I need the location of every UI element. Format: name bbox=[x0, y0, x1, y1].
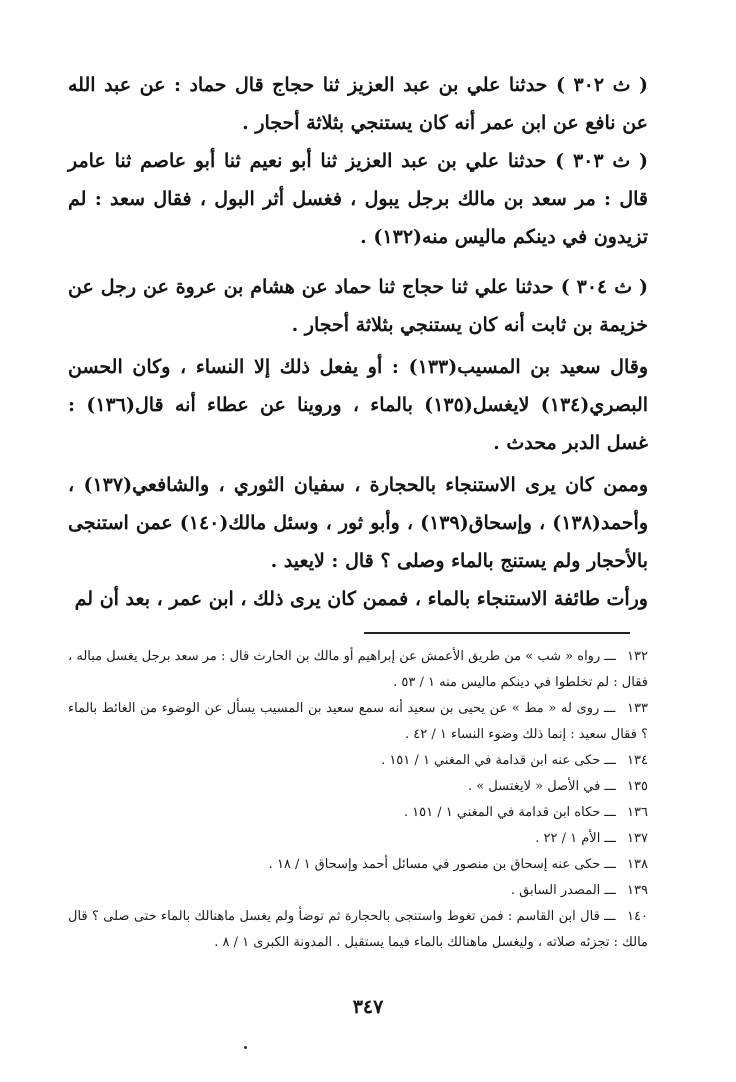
footnote-number: ١٣٨ bbox=[627, 857, 648, 872]
footnote-text: ـــ رواه « شب » من طريق الأعمش عن إبراهيم أو مالك بن الحارث قال : مر سعد برجل يغسل مباله ، فقال : لم تخلطوا في دينكم ماليس منه ١ / ٥٣ . bbox=[68, 649, 648, 690]
paragraph-athar-303: ( ث ٣٠٣ ) حدثنا علي بن عبد العزيز ثنا أبو نعيم ثنا أبو عاصم ثنا عامر قال : مر سعد بن مالك برجل يبول ، فغسل أثر البول ، فقال سعد : لم تزيدون في دينكم ماليس منه(١٣٢) . bbox=[68, 150, 649, 248]
footnote-number: ١٣٢ bbox=[627, 649, 648, 664]
paragraph-athar-304: ( ث ٣٠٤ ) حدثنا علي ثنا حجاج ثنا حماد عن هشام بن عروة عن رجل عن خزيمة بن ثابت أنه كان يستنجي بثلاثة أحجار . bbox=[68, 276, 649, 336]
footnote-divider bbox=[364, 632, 630, 634]
paragraph-water-istinja: ورأت طائفة الاستنجاء بالماء ، فممن كان يرى ذلك ، ابن عمر ، بعد أن لم bbox=[74, 588, 648, 610]
footnote-text: ـــ قال ابن القاسم : فمن تغوط واستنجى بالحجارة ثم توضأ ولم يغسل ماهنالك بالماء حتى صلى ؟ قال مالك : تجزئه صلاته ، وليغسل ماهنالك بالماء فيما يستقبل . المدونة الكبرى ١ / ٨ . bbox=[68, 909, 648, 950]
main-text bbox=[68, 66, 648, 618]
footnote-text: ـــ حكى عنه إسحاق بن منصور في مسائل أحمد وإسحاق ١ / ١٨ . bbox=[268, 857, 616, 872]
paragraph-athar-302: ( ث ٣٠٢ ) حدثنا علي بن عبد العزيز ثنا حجاج قال حماد : عن عبد الله عن نافع عن ابن عمر أنه كان يستنجي بثلاثة أحجار . bbox=[68, 74, 648, 134]
footnote-text: ـــ في الأصل « لايغتسل » . bbox=[467, 779, 616, 794]
footnote-item bbox=[68, 800, 648, 826]
footnote-number: ١٣٩ bbox=[627, 883, 648, 898]
footnote-number: ١٤٠ bbox=[627, 909, 648, 924]
footnote-number: ١٣٣ bbox=[627, 701, 648, 716]
footnote-item bbox=[68, 644, 648, 696]
footnote-item bbox=[68, 748, 648, 774]
footnote-item bbox=[68, 826, 648, 852]
footnote-text: ـــ الأم ١ / ٢٢ . bbox=[535, 831, 616, 846]
footnote-text: ـــ المصدر السابق . bbox=[510, 883, 616, 898]
footnotes bbox=[68, 644, 648, 956]
paragraph-stone-istinja: وممن كان يرى الاستنجاء بالحجارة ، سفيان الثوري ، والشافعي(١٣٧) ، وأحمد(١٣٨) ، وإسحاق(١٣٩) ، وأبو ثور ، وسئل مالك(١٤٠) عمن استنجى بالأحجار ولم يستنج بالماء وصلى ؟ قال : لايعيد . bbox=[68, 474, 648, 572]
footnote-text: ـــ روى له « مط » عن يحيى بن سعيد أنه سمع سعيد بن المسيب يسأل عن الوضوء من الغائط بالماء ؟ فقال سعيد : إنما ذلك وضوء النساء ١ / ٤٢ . bbox=[68, 701, 648, 742]
scan-dot bbox=[244, 1046, 247, 1049]
footnote-item bbox=[68, 878, 648, 904]
page-number: ٣٤٧ bbox=[352, 996, 384, 1018]
footnote-item bbox=[68, 696, 648, 748]
footnote-text: ـــ حكى عنه ابن قدامة في المغني ١ / ١٥١ . bbox=[381, 753, 616, 768]
footnote-number: ١٣٤ bbox=[627, 753, 648, 768]
footnote-number: ١٣٧ bbox=[627, 831, 648, 846]
footnote-number: ١٣٦ bbox=[627, 805, 648, 820]
footnote-text: ـــ حكاه ابن قدامة في المغني ١ / ١٥١ . bbox=[403, 805, 616, 820]
footnote-item bbox=[68, 774, 648, 800]
footnote-item bbox=[68, 904, 648, 956]
paragraph-said-ibn-musayyib: وقال سعيد بن المسيب(١٣٣) : أو يفعل ذلك إلا النساء ، وكان الحسن البصري(١٣٤) لايغسل(١٣٥) بالماء ، وروينا عن عطاء أنه قال(١٣٦) : غسل الدبر محدث . bbox=[68, 356, 649, 454]
footnote-item bbox=[68, 852, 648, 878]
footnote-number: ١٣٥ bbox=[627, 779, 648, 794]
